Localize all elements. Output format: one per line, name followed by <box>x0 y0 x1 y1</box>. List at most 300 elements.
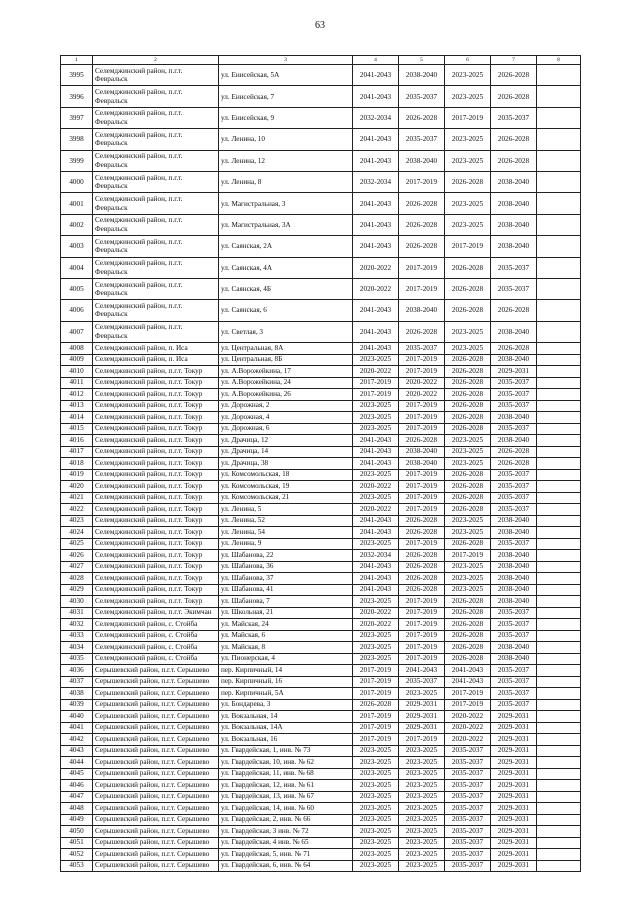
table-row <box>61 711 581 723</box>
table-cell: 2026-2028 <box>491 65 537 86</box>
table-cell: 2017-2019 <box>399 412 445 424</box>
table-cell: Серышевский район, п.г.т. Серышево <box>93 722 219 734</box>
table-cell: 2029-2031 <box>491 814 537 826</box>
table-cell: 2023-2025 <box>353 757 399 769</box>
table-cell: Селемджинский район, п.г.т. Токур <box>93 584 219 596</box>
table-cell: 2026-2028 <box>445 423 491 435</box>
table-cell: Селемджинский район, п.г.т. Токур <box>93 504 219 516</box>
table-cell <box>537 389 581 401</box>
table-cell: 2035-2037 <box>399 343 445 355</box>
table-cell: Серышевский район, п.г.т. Серышево <box>93 860 219 872</box>
table-cell: Селемджинский район, п.г.т. Февральск <box>93 321 219 342</box>
table-cell: 2020-2022 <box>445 734 491 746</box>
table-cell: ул. Светлая, 3 <box>219 321 353 342</box>
table-cell: ул. Гвардейская, 5, инв. № 71 <box>219 849 353 861</box>
table-cell: 2035-2037 <box>491 619 537 631</box>
table-cell: 2017-2019 <box>353 722 399 734</box>
table-cell: 2029-2031 <box>491 860 537 872</box>
table-cell: Серышевский район, п.г.т. Серышево <box>93 699 219 711</box>
table-cell: Селемджинский район, п.г.т. Февральск <box>93 278 219 299</box>
table-cell: 2041-2043 <box>353 193 399 214</box>
table-cell: Селемджинский район, п.г.т. Февральск <box>93 300 219 321</box>
table-cell: Селемджинский район, п.г.т. Токур <box>93 573 219 585</box>
table-cell: 2017-2019 <box>399 257 445 278</box>
table-row <box>61 257 581 278</box>
table-cell: 2026-2028 <box>491 129 537 150</box>
table-cell: Селемджинский район, п.г.т. Токур <box>93 389 219 401</box>
table-cell: 2026-2028 <box>445 412 491 424</box>
table-cell: 4047 <box>61 791 93 803</box>
table-cell: Селемджинский район, п.г.т. Токур <box>93 400 219 412</box>
table-cell: 2026-2028 <box>445 278 491 299</box>
table-row <box>61 412 581 424</box>
table-cell: 2023-2025 <box>399 814 445 826</box>
table-cell: 4036 <box>61 665 93 677</box>
table-cell: Селемджинский район, п.г.т. Февральск <box>93 107 219 128</box>
table-cell: 2029-2031 <box>491 757 537 769</box>
table-cell: 4050 <box>61 826 93 838</box>
table-cell: Селемджинский район, п.г.т. Февральск <box>93 129 219 150</box>
table-cell: ул. А.Ворожейкина, 26 <box>219 389 353 401</box>
table-cell: Селемджинский район, с. Стойба <box>93 619 219 631</box>
table-cell <box>537 257 581 278</box>
table-cell: 2023-2025 <box>353 538 399 550</box>
table-cell: ул. Енисейская, 5А <box>219 65 353 86</box>
table-row <box>61 745 581 757</box>
table-row <box>61 665 581 677</box>
table-cell: 4034 <box>61 642 93 654</box>
table-cell: Серышевский район, п.г.т. Серышево <box>93 837 219 849</box>
table-cell: Селемджинский район, п.г.т. Токур <box>93 561 219 573</box>
table-row <box>61 389 581 401</box>
table-cell: 2026-2028 <box>445 596 491 608</box>
table-cell: 2026-2028 <box>445 642 491 654</box>
table-cell: 2035-2037 <box>491 676 537 688</box>
table-cell: 2026-2028 <box>399 321 445 342</box>
table-cell <box>537 107 581 128</box>
table-cell <box>537 584 581 596</box>
table-cell: ул. А.Ворожейкина, 24 <box>219 377 353 389</box>
table-cell: ул. Гвардейская, 2, инв. № 66 <box>219 814 353 826</box>
table-cell: 2023-2025 <box>445 584 491 596</box>
table-cell: 2038-2040 <box>399 65 445 86</box>
table-cell: 4035 <box>61 653 93 665</box>
table-cell: 2035-2037 <box>491 607 537 619</box>
table-cell: ул. Майская, 8 <box>219 642 353 654</box>
table-cell: 2035-2037 <box>491 278 537 299</box>
table-cell: 2023-2025 <box>353 423 399 435</box>
table-row <box>61 423 581 435</box>
table-cell: 2041-2043 <box>353 343 399 355</box>
table-cell: 2035-2037 <box>491 481 537 493</box>
table-cell: 2023-2025 <box>445 573 491 585</box>
table-cell: 2041-2043 <box>353 584 399 596</box>
table-cell: 2026-2028 <box>399 561 445 573</box>
table-cell: 2029-2031 <box>491 791 537 803</box>
table-cell: 2041-2043 <box>353 214 399 235</box>
table-cell: 2017-2019 <box>399 734 445 746</box>
table-cell: 4039 <box>61 699 93 711</box>
table-row <box>61 278 581 299</box>
table-row <box>61 366 581 378</box>
table-cell: 2026-2028 <box>399 193 445 214</box>
table-cell: 2026-2028 <box>399 573 445 585</box>
table-cell: 2017-2019 <box>399 607 445 619</box>
table-cell: 2017-2019 <box>445 107 491 128</box>
table-cell: 4037 <box>61 676 93 688</box>
table-cell: 2023-2025 <box>353 814 399 826</box>
table-row <box>61 573 581 585</box>
table-cell: 2041-2043 <box>353 65 399 86</box>
table-cell: 2041-2043 <box>399 665 445 677</box>
table-cell <box>537 300 581 321</box>
table-cell: ул. Гвардейская, 10, инв. № 62 <box>219 757 353 769</box>
table-cell: 2029-2031 <box>491 849 537 861</box>
table-cell: 2026-2028 <box>445 171 491 192</box>
table-cell: Селемджинский район, п.г.т. Токур <box>93 515 219 527</box>
table-cell: 2023-2025 <box>445 343 491 355</box>
table-cell: 2023-2025 <box>399 849 445 861</box>
table-cell: 2035-2037 <box>445 860 491 872</box>
table-cell: 2017-2019 <box>399 354 445 366</box>
table-cell: ул. Дорожная, 2 <box>219 400 353 412</box>
table-cell: ул. Гвардейская, 13, инв. № 67 <box>219 791 353 803</box>
table-cell: 2023-2025 <box>445 65 491 86</box>
table-row <box>61 584 581 596</box>
table-cell: Селемджинский район, п.г.т. Февральск <box>93 257 219 278</box>
table-cell: 2041-2043 <box>353 86 399 107</box>
table-row <box>61 515 581 527</box>
table-cell: Селемджинский район, п.г.т. Экимчан <box>93 607 219 619</box>
table-cell: 2035-2037 <box>445 849 491 861</box>
table-cell: ул. Гвардейская, 12, инв. № 61 <box>219 780 353 792</box>
table-row <box>61 458 581 470</box>
table-cell: 2020-2022 <box>353 607 399 619</box>
table-cell: ул. Гвардейская, 14, инв. № 60 <box>219 803 353 815</box>
table-cell: Серышевский район, п.г.т. Серышево <box>93 826 219 838</box>
table-row <box>61 193 581 214</box>
table-cell: 4043 <box>61 745 93 757</box>
table-cell: 4001 <box>61 193 93 214</box>
table-cell: 2026-2028 <box>399 435 445 447</box>
table-cell: 4010 <box>61 366 93 378</box>
table-cell: 2026-2028 <box>491 446 537 458</box>
table-cell: 2038-2040 <box>491 236 537 257</box>
table-cell: 2029-2031 <box>491 745 537 757</box>
table-cell: 2035-2037 <box>445 780 491 792</box>
table-cell <box>537 504 581 516</box>
table-cell: 2026-2028 <box>399 107 445 128</box>
table-cell: ул. Ленина, 5 <box>219 504 353 516</box>
table-cell: Селемджинский район, п.г.т. Токур <box>93 550 219 562</box>
table-cell <box>537 642 581 654</box>
table-header <box>61 56 581 65</box>
table-cell: 4033 <box>61 630 93 642</box>
table-cell: 2023-2025 <box>445 214 491 235</box>
table-cell: 2023-2025 <box>445 515 491 527</box>
table-cell: 2041-2043 <box>353 515 399 527</box>
table-cell: 2023-2025 <box>399 745 445 757</box>
table-cell: 2023-2025 <box>399 826 445 838</box>
table-cell: Селемджинский район, п.г.т. Токур <box>93 423 219 435</box>
table-row <box>61 481 581 493</box>
table-cell: ул. Центральная, 8А <box>219 343 353 355</box>
table-cell: 2023-2025 <box>399 837 445 849</box>
table-cell: 2023-2025 <box>399 768 445 780</box>
table-cell: ул. Ленина, 10 <box>219 129 353 150</box>
table-cell: 2029-2031 <box>491 826 537 838</box>
table-cell: 2041-2043 <box>353 435 399 447</box>
table-cell: пер. Кирпичный, 14 <box>219 665 353 677</box>
table-cell: 2038-2040 <box>491 561 537 573</box>
table-cell: Селемджинский район, п.г.т. Токур <box>93 458 219 470</box>
column-header-6: 6 <box>445 56 491 65</box>
table-cell <box>537 803 581 815</box>
table-cell: 4041 <box>61 722 93 734</box>
table-cell: Серышевский район, п.г.т. Серышево <box>93 711 219 723</box>
table-cell: 4029 <box>61 584 93 596</box>
table-cell <box>537 665 581 677</box>
table-cell: ул. Ленина, 8 <box>219 171 353 192</box>
column-header-2: 2 <box>93 56 219 65</box>
table-cell: 2035-2037 <box>445 837 491 849</box>
table-row <box>61 768 581 780</box>
table-cell <box>537 469 581 481</box>
table-row <box>61 653 581 665</box>
table-cell: 2035-2037 <box>491 469 537 481</box>
table-cell: 4053 <box>61 860 93 872</box>
table-cell: 2029-2031 <box>491 768 537 780</box>
table-cell: 4019 <box>61 469 93 481</box>
table-cell <box>537 492 581 504</box>
table-cell: 2023-2025 <box>353 860 399 872</box>
table-cell: 4008 <box>61 343 93 355</box>
table-cell: Селемджинский район, с. Стойба <box>93 630 219 642</box>
table-cell: 2035-2037 <box>399 86 445 107</box>
table-cell: ул. Енисейская, 7 <box>219 86 353 107</box>
table-cell: 2023-2025 <box>353 768 399 780</box>
table-cell: пер. Кирпичный, 16 <box>219 676 353 688</box>
table-cell: 2026-2028 <box>399 515 445 527</box>
table-row <box>61 734 581 746</box>
table-cell: 2020-2022 <box>399 377 445 389</box>
table-cell: 2023-2025 <box>399 791 445 803</box>
table-cell: 2017-2019 <box>399 278 445 299</box>
table-cell: 2017-2019 <box>353 688 399 700</box>
table-row <box>61 780 581 792</box>
table-cell <box>537 171 581 192</box>
page-number: 63 <box>315 20 325 31</box>
table-cell: ул. Драчица, 12 <box>219 435 353 447</box>
table-cell <box>537 278 581 299</box>
table-cell: 2017-2019 <box>399 642 445 654</box>
table-cell <box>537 150 581 171</box>
table-cell: ул. Вокзальная, 14А <box>219 722 353 734</box>
table-cell: 4051 <box>61 837 93 849</box>
table-row <box>61 435 581 447</box>
table-cell: 2029-2031 <box>491 366 537 378</box>
table-cell <box>537 745 581 757</box>
table-cell: 2017-2019 <box>399 538 445 550</box>
table-cell: Серышевский район, п.г.т. Серышево <box>93 791 219 803</box>
table-cell: 2026-2028 <box>353 699 399 711</box>
table-row <box>61 619 581 631</box>
table-cell: 2023-2025 <box>353 469 399 481</box>
table-cell: ул. Гвардейская, 1, инв. № 73 <box>219 745 353 757</box>
table-cell: 2035-2037 <box>445 768 491 780</box>
table-cell: 4017 <box>61 446 93 458</box>
table-cell: Селемджинский район, п.г.т. Токур <box>93 538 219 550</box>
table-row <box>61 300 581 321</box>
table-cell: 2017-2019 <box>399 630 445 642</box>
table-cell <box>537 791 581 803</box>
table-cell: 4028 <box>61 573 93 585</box>
table-row <box>61 469 581 481</box>
table-cell <box>537 780 581 792</box>
table-cell: 3997 <box>61 107 93 128</box>
table-cell <box>537 676 581 688</box>
table-cell: 4027 <box>61 561 93 573</box>
table-cell: 2035-2037 <box>399 129 445 150</box>
table-cell: 3995 <box>61 65 93 86</box>
table-row <box>61 538 581 550</box>
table-row <box>61 504 581 516</box>
table-cell: Серышевский район, п.г.т. Серышево <box>93 734 219 746</box>
table-cell: 2026-2028 <box>445 354 491 366</box>
table-cell: 2023-2025 <box>399 860 445 872</box>
table-cell: 4024 <box>61 527 93 539</box>
table-cell <box>537 596 581 608</box>
table-cell <box>537 699 581 711</box>
table-cell: 2026-2028 <box>445 538 491 550</box>
table-cell <box>537 550 581 562</box>
table-cell <box>537 630 581 642</box>
table-cell: 2017-2019 <box>445 236 491 257</box>
table-cell: 4022 <box>61 504 93 516</box>
table-row <box>61 171 581 192</box>
table-row <box>61 676 581 688</box>
table-cell: 2032-2034 <box>353 107 399 128</box>
table-row <box>61 849 581 861</box>
table-cell: ул. Комсомольская, 18 <box>219 469 353 481</box>
table-row <box>61 722 581 734</box>
table-cell: Серышевский район, п.г.т. Серышево <box>93 745 219 757</box>
column-header-4: 4 <box>353 56 399 65</box>
table-cell <box>537 688 581 700</box>
table-cell: 2038-2040 <box>491 321 537 342</box>
table-cell: 2020-2022 <box>399 389 445 401</box>
table-cell: 2026-2028 <box>445 377 491 389</box>
table-cell: 2029-2031 <box>491 837 537 849</box>
table-cell: ул. Майская, 24 <box>219 619 353 631</box>
table-cell <box>537 400 581 412</box>
table-cell: 2026-2028 <box>445 469 491 481</box>
table-cell <box>537 722 581 734</box>
table-cell: 2035-2037 <box>491 504 537 516</box>
table-cell: 2026-2028 <box>445 389 491 401</box>
table-cell: ул. Дорожная, 6 <box>219 423 353 435</box>
table-cell <box>537 458 581 470</box>
table-cell: ул. Саянская, 4Б <box>219 278 353 299</box>
table-cell: 2023-2025 <box>445 150 491 171</box>
table-cell: 2026-2028 <box>445 300 491 321</box>
table-cell: 2032-2034 <box>353 171 399 192</box>
table-cell: 2020-2022 <box>445 722 491 734</box>
table-row <box>61 814 581 826</box>
table-cell <box>537 343 581 355</box>
table-cell: 2035-2037 <box>491 665 537 677</box>
table-row <box>61 826 581 838</box>
table-cell: ул. Ленина, 54 <box>219 527 353 539</box>
table-cell <box>537 734 581 746</box>
table-cell: 2017-2019 <box>399 366 445 378</box>
table-cell: Селемджинский район, п. Иса <box>93 343 219 355</box>
table-cell: 2026-2028 <box>445 607 491 619</box>
table-cell: ул. Центральная, 8Б <box>219 354 353 366</box>
table-cell: 2038-2040 <box>491 435 537 447</box>
table-cell: 2017-2019 <box>399 653 445 665</box>
table-cell <box>537 561 581 573</box>
table-cell: 4012 <box>61 389 93 401</box>
table-cell <box>537 768 581 780</box>
table-cell: 2035-2037 <box>491 377 537 389</box>
table-cell: 2017-2019 <box>353 711 399 723</box>
table-cell: 2029-2031 <box>399 699 445 711</box>
table-cell: ул. Бондарева, 3 <box>219 699 353 711</box>
table-cell: 2041-2043 <box>445 665 491 677</box>
table-row <box>61 400 581 412</box>
table-cell: 2041-2043 <box>353 527 399 539</box>
table-cell: 4006 <box>61 300 93 321</box>
table-cell: 2017-2019 <box>399 596 445 608</box>
table-cell <box>537 837 581 849</box>
table-cell: 3998 <box>61 129 93 150</box>
column-header-1: 1 <box>61 56 93 65</box>
table-cell: 2017-2019 <box>353 377 399 389</box>
table-row <box>61 214 581 235</box>
table-cell: 2041-2043 <box>353 129 399 150</box>
table-cell <box>537 65 581 86</box>
table-cell: ул. Шабанова, 37 <box>219 573 353 585</box>
table-cell: 4030 <box>61 596 93 608</box>
table-cell <box>537 435 581 447</box>
table-cell: Серышевский район, п.г.т. Серышево <box>93 803 219 815</box>
table-cell: 2035-2037 <box>491 400 537 412</box>
table-cell <box>537 236 581 257</box>
table-cell <box>537 607 581 619</box>
table-cell: 4018 <box>61 458 93 470</box>
table-cell: 4038 <box>61 688 93 700</box>
table-cell: 4044 <box>61 757 93 769</box>
table-cell: 2026-2028 <box>491 343 537 355</box>
table-cell: 2023-2025 <box>353 412 399 424</box>
table-row <box>61 343 581 355</box>
table-cell: Серышевский район, п.г.т. Серышево <box>93 688 219 700</box>
table-cell: пер. Кирпичный, 5А <box>219 688 353 700</box>
table-cell: 2035-2037 <box>491 257 537 278</box>
table-cell: 4026 <box>61 550 93 562</box>
table-cell: Селемджинский район, п.г.т. Токур <box>93 412 219 424</box>
table-cell: 2038-2040 <box>491 193 537 214</box>
table-cell: ул. Майская, 6 <box>219 630 353 642</box>
table-cell <box>537 412 581 424</box>
table-cell: 4045 <box>61 768 93 780</box>
table-cell: 2038-2040 <box>399 446 445 458</box>
table-cell: Селемджинский район, п.г.т. Февральск <box>93 86 219 107</box>
table-cell <box>537 366 581 378</box>
table-row <box>61 757 581 769</box>
table-row <box>61 837 581 849</box>
